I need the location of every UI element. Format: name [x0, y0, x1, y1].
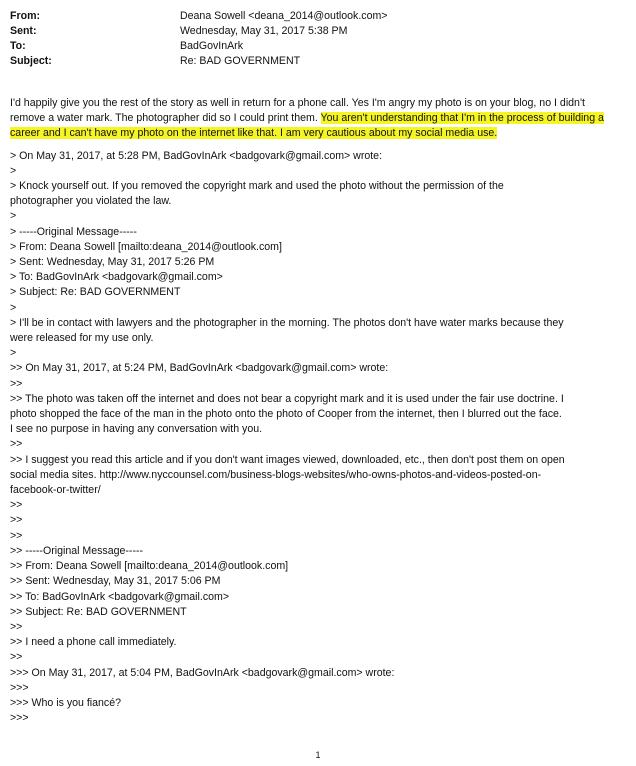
subject-label: Subject:: [10, 55, 52, 67]
email-header: [10, 9, 387, 69]
quoted-line: > I'll be in contact with lawyers and the photographer in the morning. The photos don't have water marks because they: [10, 316, 564, 329]
sent-value: Wednesday, May 31, 2017 5:38 PM: [180, 25, 348, 37]
page-number: 1: [315, 750, 321, 760]
quoted-line: >>>: [10, 712, 29, 725]
quoted-line: >>> Who is you fiancé?: [10, 696, 122, 709]
quoted-line: >> Subject: Re: BAD GOVERNMENT: [10, 605, 187, 618]
message-highlighted: You aren't understanding that I'm in the process of building a career and I can't have my photo on the internet like that. I am very cautious about my social media use.: [10, 112, 604, 140]
to-label: To:: [10, 40, 26, 52]
quoted-line: >: [10, 347, 17, 360]
quoted-line: > To: BadGovInArk <badgovark@gmail.com>: [10, 271, 223, 284]
from-label: From:: [10, 10, 41, 22]
quoted-thread: [10, 149, 610, 727]
quoted-line: facebook-or-twitter/: [10, 484, 101, 497]
quoted-line: >: [10, 164, 17, 177]
subject-value: Re: BAD GOVERNMENT: [180, 55, 301, 67]
quoted-line: > Sent: Wednesday, May 31, 2017 5:26 PM: [10, 256, 215, 269]
quoted-line: >> On May 31, 2017, at 5:24 PM, BadGovInArk <badgovark@gmail.com> wrote:: [10, 362, 389, 375]
quoted-line: > On May 31, 2017, at 5:28 PM, BadGovInArk <badgovark@gmail.com> wrote:: [10, 149, 383, 162]
from-value: Deana Sowell <deana_2014@outlook.com>: [180, 10, 388, 22]
quoted-line: >>: [10, 377, 23, 390]
sent-label: Sent:: [10, 25, 37, 37]
quoted-line: photographer you violated the law.: [10, 195, 172, 208]
quoted-line: photo shopped the face of the man in the photo onto the photo of Cooper from the internet, then I blurred out the face.: [10, 408, 562, 421]
quoted-line: >>>: [10, 681, 29, 694]
quoted-line: >> From: Deana Sowell [mailto:deana_2014@outlook.com]: [10, 560, 289, 573]
quoted-line: >>: [10, 514, 23, 527]
message-intro: I'd happily give you the rest of the story as well in return for a phone call. Yes I'm angry my photo is on your blog, no I didn't remove a water mark. The photographer did so I could print them.: [10, 97, 585, 125]
quoted-line: > From: Deana Sowell [mailto:deana_2014@outlook.com]: [10, 240, 282, 253]
quoted-line: social media sites. http://www.nyccounsel.com/business-blogs-websites/who-owns-photos-and-videos-posted-on-: [10, 468, 542, 481]
quoted-line: >>: [10, 620, 23, 633]
quoted-line: >: [10, 301, 17, 314]
quoted-line: >> The photo was taken off the internet and does not bear a copyright mark and it is used under the fair use doctrine. I: [10, 392, 564, 405]
quoted-line: >>: [10, 438, 23, 451]
quoted-line: >> I suggest you read this article and if you don't want images viewed, downloaded, etc., then don't post them on open: [10, 453, 565, 466]
quoted-line: I see no purpose in having any conversation with you.: [10, 423, 263, 436]
quoted-line: >> -----Original Message-----: [10, 544, 144, 557]
quoted-line: >: [10, 210, 17, 223]
quoted-line: >> I need a phone call immediately.: [10, 636, 177, 649]
quoted-line: >>: [10, 651, 23, 664]
quoted-line: > Subject: Re: BAD GOVERNMENT: [10, 286, 181, 299]
subject-row: [10, 54, 387, 69]
quoted-line: > Knock yourself out. If you removed the copyright mark and used the photo without the permission of the: [10, 180, 504, 193]
to-row: [10, 39, 387, 54]
email-body: [10, 96, 610, 726]
quoted-line: >> Sent: Wednesday, May 31, 2017 5:06 PM: [10, 575, 221, 588]
quoted-line: >> To: BadGovInArk <badgovark@gmail.com>: [10, 590, 230, 603]
quoted-line: >>: [10, 529, 23, 542]
quoted-line: were released for my use only.: [10, 332, 154, 345]
quoted-line: > -----Original Message-----: [10, 225, 137, 238]
to-value: BadGovInArk: [180, 40, 244, 52]
message-paragraph: [10, 96, 610, 142]
from-row: [10, 9, 387, 24]
sent-row: [10, 24, 387, 39]
quoted-line: >>> On May 31, 2017, at 5:04 PM, BadGovInArk <badgovark@gmail.com> wrote:: [10, 666, 395, 679]
quoted-line: >>: [10, 499, 23, 512]
